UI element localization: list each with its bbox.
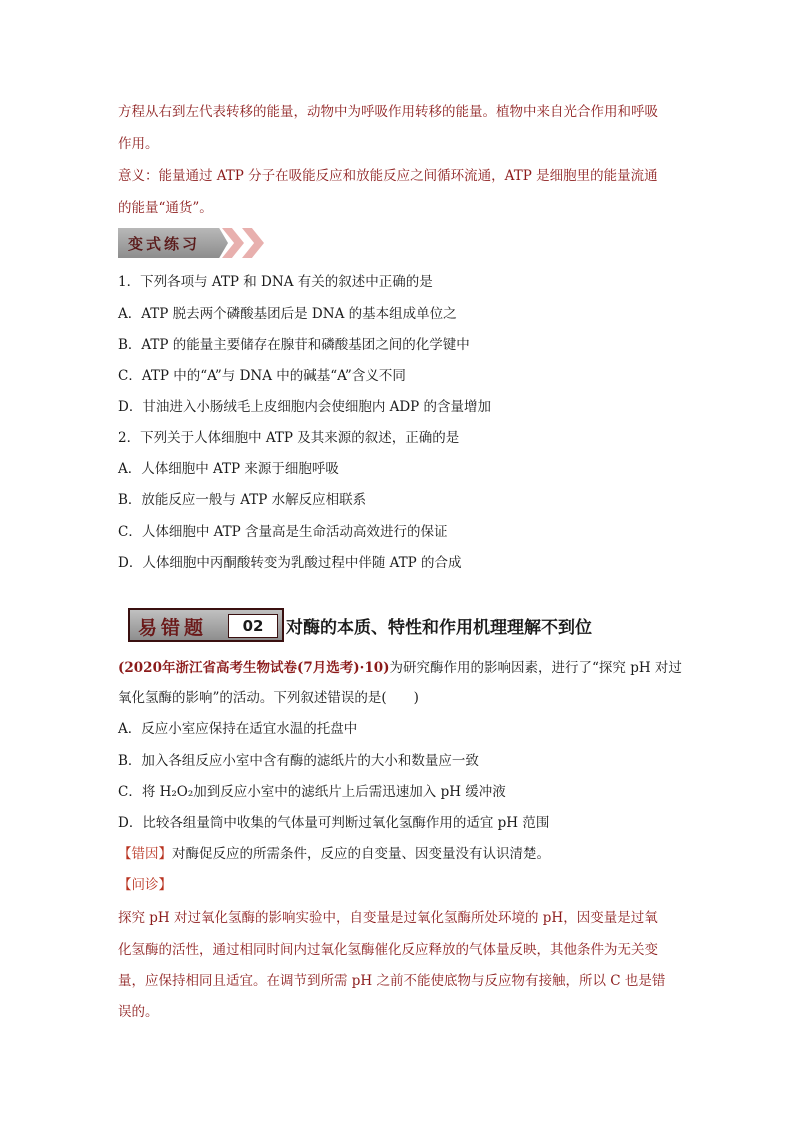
error-cause-line [118,842,550,862]
intro-line-1: 方程从右到左代表转移的能量，动物中为呼吸作用转移的能量。植物中来自光合作用和呼吸 [118,104,658,120]
question-2-option-a: A．人体细胞中 ATP 来源于细胞呼吸 [118,461,339,477]
error-item-option-c: C．将 H₂O₂加到反应小室中的滤纸片上后需迅速加入 pH 缓冲液 [118,784,506,800]
diagnosis-line-3: 量，应保持相同且适宜。在调节到所需 pH 之前不能使底物与反应物有接触，所以 C 也是错 [118,973,666,989]
error-cause-text: 对酶促反应的所需条件，反应的自变量、因变量没有认识清楚。 [172,846,550,862]
question-1-option-c: C．ATP 中的“A”与 DNA 中的碱基“A”含义不同 [118,368,406,384]
practice-banner [118,228,278,258]
question-1-option-d: D．甘油进入小肠绒毛上皮细胞内会使细胞内 ADP 的含量增加 [118,399,492,415]
diagnosis-line-4: 误的。 [118,1004,159,1020]
intro-line-4: 的能量“通货”。 [118,200,213,216]
error-item-stem-line-2: 氧化氢酶的影响”的活动。下列叙述错误的是( ) [118,690,419,706]
practice-banner-label: 变式练习 [128,235,201,253]
question-1-option-a: A．ATP 脱去两个磷酸基团后是 DNA 的基本组成单位之 [118,306,457,322]
question-2-stem: 2．下列关于人体细胞中 ATP 及其来源的叙述，正确的是 [118,430,460,446]
chevron-right-icon [242,228,264,258]
error-item-option-d: D．比较各组量筒中收集的气体量可判断过氧化氢酶作用的适宜 pH 范围 [118,815,550,831]
error-item-option-a: A．反应小室应保持在适宜水温的托盘中 [118,721,358,737]
diagnosis-label: 【问诊】 [118,877,172,893]
error-cause-label: 【错因】 [118,846,172,862]
error-item-stem-line-1 [118,656,682,676]
question-2-option-d: D．人体细胞中丙酮酸转变为乳酸过程中伴随 ATP 的合成 [118,555,462,571]
diagnosis-line-2: 化氢酶的活性，通过相同时间内过氧化氢酶催化反应释放的气体量反映，其他条件为无关变 [118,942,658,958]
error-item-banner [118,608,678,642]
error-item-tag [128,608,284,642]
error-item-banner-label: 易错题 [138,617,208,639]
question-1-option-b: B．ATP 的能量主要储存在腺苷和磷酸基团之间的化学键中 [118,337,470,353]
question-source: (2020年浙江省高考生物试卷(7月选考)·10) [118,660,390,676]
error-item-number: 02 [228,614,278,638]
diagnosis-line-1: 探究 pH 对过氧化氢酶的影响实验中，自变量是过氧化氢酶所处环境的 pH，因变量是过氧 [118,910,658,926]
intro-line-2: 作用。 [118,136,159,152]
error-item-option-b: B．加入各组反应小室中含有酶的滤纸片的大小和数量应一致 [118,753,479,769]
question-1-stem: 1．下列各项与 ATP 和 DNA 有关的叙述中正确的是 [118,274,433,290]
intro-line-3: 意义：能量通过 ATP 分子在吸能反应和放能反应之间循环流通，ATP 是细胞里的能量流通 [118,168,658,184]
error-item-title: 对酶的本质、特性和作用机理理解不到位 [286,618,592,638]
question-2-option-c: C．人体细胞中 ATP 含量高是生命活动高效进行的保证 [118,524,448,540]
error-item-stem-part-1: 为研究酶作用的影响因素，进行了“探究 pH 对过 [389,660,682,676]
question-2-option-b: B．放能反应一般与 ATP 水解反应相联系 [118,492,367,508]
